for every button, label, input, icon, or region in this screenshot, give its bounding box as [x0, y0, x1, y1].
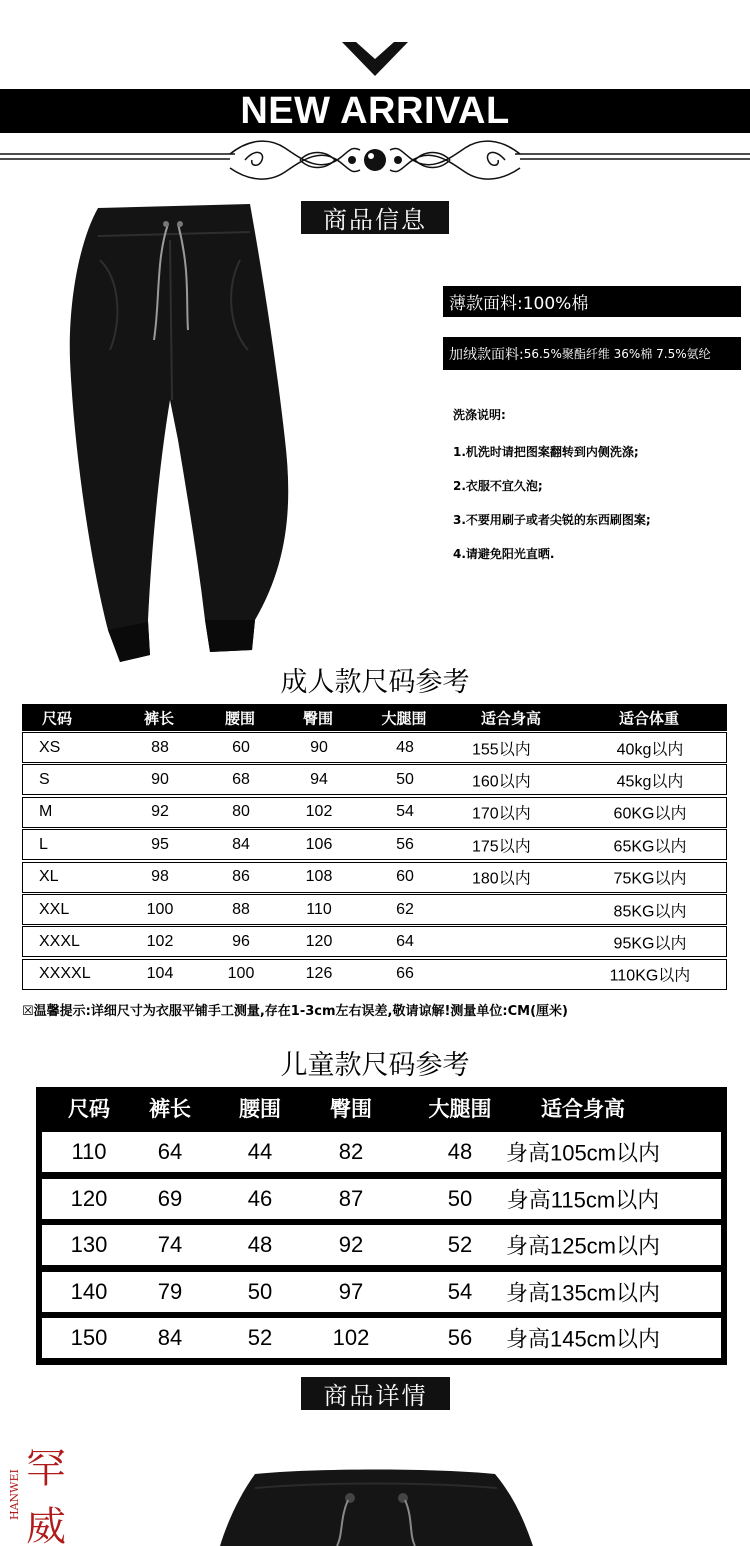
measurement-note: ☒温馨提示:详细尺寸为衣服平铺手工测量,存在1-3cm左右误差,敬请谅解!测量单位:CM(厘米)	[22, 1004, 568, 1019]
table-cell: XS	[39, 738, 61, 756]
table-cell: 90	[310, 738, 328, 756]
table-cell: 50	[447, 1185, 473, 1211]
table-cell: 84	[232, 835, 250, 853]
table-cell: 86	[232, 868, 250, 886]
table-cell: L	[39, 835, 48, 853]
table-cell: 62	[396, 900, 414, 918]
table-cell: 60	[396, 868, 414, 886]
table-cell: 92	[151, 803, 169, 821]
table-cell: 69	[157, 1185, 183, 1211]
table-cell: XL	[39, 868, 59, 886]
table-cell: S	[39, 770, 50, 788]
table-row	[42, 1318, 721, 1358]
fabric-fleece-prefix: 加绒款面料:	[449, 346, 524, 363]
table-cell: 87	[338, 1185, 364, 1211]
table-row	[22, 926, 727, 957]
table-header	[22, 704, 727, 731]
table-cell: 64	[396, 932, 414, 950]
table-cell: 60KG以内	[613, 805, 687, 823]
table-cell: M	[39, 803, 53, 821]
table-cell: 102	[305, 803, 333, 821]
table-cell: 95	[151, 835, 169, 853]
table-row	[22, 829, 727, 860]
table-cell: 95KG以内	[613, 935, 687, 953]
table-cell: 82	[338, 1139, 364, 1164]
ornament-divider	[0, 138, 750, 186]
section-tag-detail-label: 商品详情	[323, 1382, 428, 1410]
header-cell: 臀围	[330, 1097, 372, 1121]
table-cell: 160以内	[472, 773, 531, 791]
table-cell: 108	[305, 868, 333, 886]
table-cell: 100	[227, 965, 255, 983]
table-cell: 104	[146, 965, 174, 983]
table-header	[36, 1087, 727, 1129]
table-cell: 身高115cm以内	[506, 1187, 660, 1212]
product-detail-photo	[215, 1468, 540, 1546]
table-cell: 110	[71, 1139, 107, 1164]
table-row	[22, 797, 727, 828]
table-cell: 180以内	[472, 870, 531, 888]
table-cell: 102	[332, 1325, 370, 1350]
table-cell: 85KG以内	[613, 903, 687, 920]
table-cell: 79	[157, 1278, 183, 1304]
table-cell: 155以内	[472, 741, 531, 758]
table-cell: 身高105cm以内	[505, 1140, 661, 1166]
table-cell: 120	[70, 1185, 108, 1211]
adult-size-title: 成人款尺码参考	[280, 667, 470, 698]
section-tag-detail	[301, 1377, 450, 1410]
header-cell: 裤长	[149, 1097, 191, 1121]
table-cell: 98	[151, 868, 169, 886]
table-cell: 身高135cm以内	[505, 1280, 661, 1305]
header-cell: 腰围	[224, 709, 256, 727]
table-cell: 48	[447, 1139, 473, 1164]
header-cell: 适合体重	[618, 709, 680, 727]
table-row	[42, 1132, 721, 1172]
table-cell: 88	[151, 738, 169, 756]
banner-title: NEW ARRIVAL	[240, 89, 510, 132]
kids-size-title: 儿童款尺码参考	[280, 1050, 470, 1081]
wash-title: 洗涤说明:	[453, 408, 506, 422]
table-cell: 48	[247, 1232, 273, 1257]
fabric-thin-label	[443, 286, 741, 317]
section-tag-info-label: 商品信息	[323, 206, 427, 234]
table-cell: 56	[396, 835, 414, 853]
wash-item: 3.不要用刷子或者尖锐的东西刷图案;	[453, 513, 651, 527]
svg-text:HANWEI: HANWEI	[8, 1469, 21, 1520]
table-row	[22, 959, 727, 990]
svg-text:罕: 罕	[26, 1446, 66, 1492]
new-arrival-banner	[0, 89, 750, 133]
wash-item: 2.衣服不宜久泡;	[453, 479, 543, 493]
fabric-fleece-detail: 56.5%聚酯纤维 36%棉 7.5%氨纶	[523, 347, 711, 361]
table-cell: 130	[70, 1232, 108, 1257]
table-cell: 94	[310, 770, 328, 788]
fabric-thin-text: 薄款面料:100%棉	[449, 294, 589, 314]
table-cell: 52	[447, 1232, 473, 1257]
table-cell: 120	[305, 932, 333, 950]
table-cell: 92	[338, 1232, 364, 1257]
table-cell: 45kg以内	[616, 773, 684, 791]
table-cell: 60	[232, 738, 250, 756]
header-cell: 裤长	[143, 709, 175, 727]
table-row	[42, 1179, 721, 1219]
table-cell: 身高145cm以内	[505, 1326, 661, 1352]
chevron-down-icon	[342, 42, 408, 76]
table-row	[22, 862, 727, 893]
table-row	[42, 1225, 721, 1265]
brand-logo	[10, 1440, 90, 1546]
table-cell: 102	[146, 932, 174, 950]
table-row	[22, 732, 727, 763]
kids-size-table	[36, 1087, 727, 1365]
table-cell: 身高125cm以内	[505, 1233, 661, 1259]
product-photo	[60, 200, 315, 670]
table-cell: 126	[305, 965, 333, 983]
table-row	[22, 764, 727, 795]
fabric-fleece-label	[443, 337, 741, 370]
table-cell: 96	[232, 932, 250, 950]
header-cell: 适合身高	[541, 1097, 625, 1121]
table-cell: 140	[70, 1278, 108, 1304]
header-cell: 尺码	[41, 709, 73, 727]
table-cell: 97	[338, 1278, 364, 1304]
wash-item: 4.请避免阳光直晒.	[453, 547, 555, 561]
table-cell: 80	[232, 803, 250, 821]
table-cell: 75KG以内	[613, 870, 687, 888]
table-cell: 54	[447, 1278, 473, 1304]
table-cell: XXL	[39, 900, 70, 918]
table-cell: 110KG以内	[609, 967, 691, 985]
table-cell: 50	[396, 770, 414, 788]
table-cell: 175以内	[472, 838, 531, 856]
table-cell: 74	[157, 1232, 183, 1257]
table-cell: 68	[232, 770, 250, 788]
svg-text:威: 威	[26, 1504, 66, 1546]
table-cell: 106	[305, 835, 333, 853]
header-cell: 臀围	[302, 709, 334, 727]
wash-item: 1.机洗时请把图案翻转到内侧洗涤;	[453, 445, 639, 459]
header-cell: 大腿围	[428, 1097, 492, 1121]
table-row	[22, 894, 727, 925]
table-cell: 150	[70, 1325, 108, 1350]
table-cell: 90	[151, 770, 169, 788]
header-cell: 适合身高	[480, 709, 542, 727]
table-cell: 48	[396, 738, 414, 756]
header-cell: 尺码	[68, 1097, 110, 1121]
table-cell: XXXL	[39, 932, 80, 950]
header-cell: 腰围	[239, 1097, 281, 1121]
table-cell: 52	[247, 1325, 273, 1350]
table-cell: XXXXL	[39, 965, 91, 983]
table-cell: 100	[146, 900, 174, 918]
table-cell: 40kg以内	[616, 741, 684, 758]
header-cell: 大腿围	[381, 709, 427, 727]
table-cell: 88	[232, 900, 250, 918]
table-cell: 56	[447, 1325, 473, 1350]
table-cell: 64	[157, 1139, 183, 1164]
table-cell: 65KG以内	[613, 838, 687, 856]
table-cell: 44	[247, 1139, 273, 1164]
table-cell: 84	[157, 1325, 183, 1350]
section-tag-info	[301, 201, 449, 234]
table-cell: 54	[396, 803, 414, 821]
table-cell: 170以内	[472, 805, 531, 823]
table-cell: 110	[306, 900, 332, 918]
table-cell: 46	[247, 1185, 273, 1211]
table-cell: 50	[247, 1278, 273, 1304]
table-cell: 66	[396, 965, 414, 983]
table-row	[42, 1272, 721, 1312]
